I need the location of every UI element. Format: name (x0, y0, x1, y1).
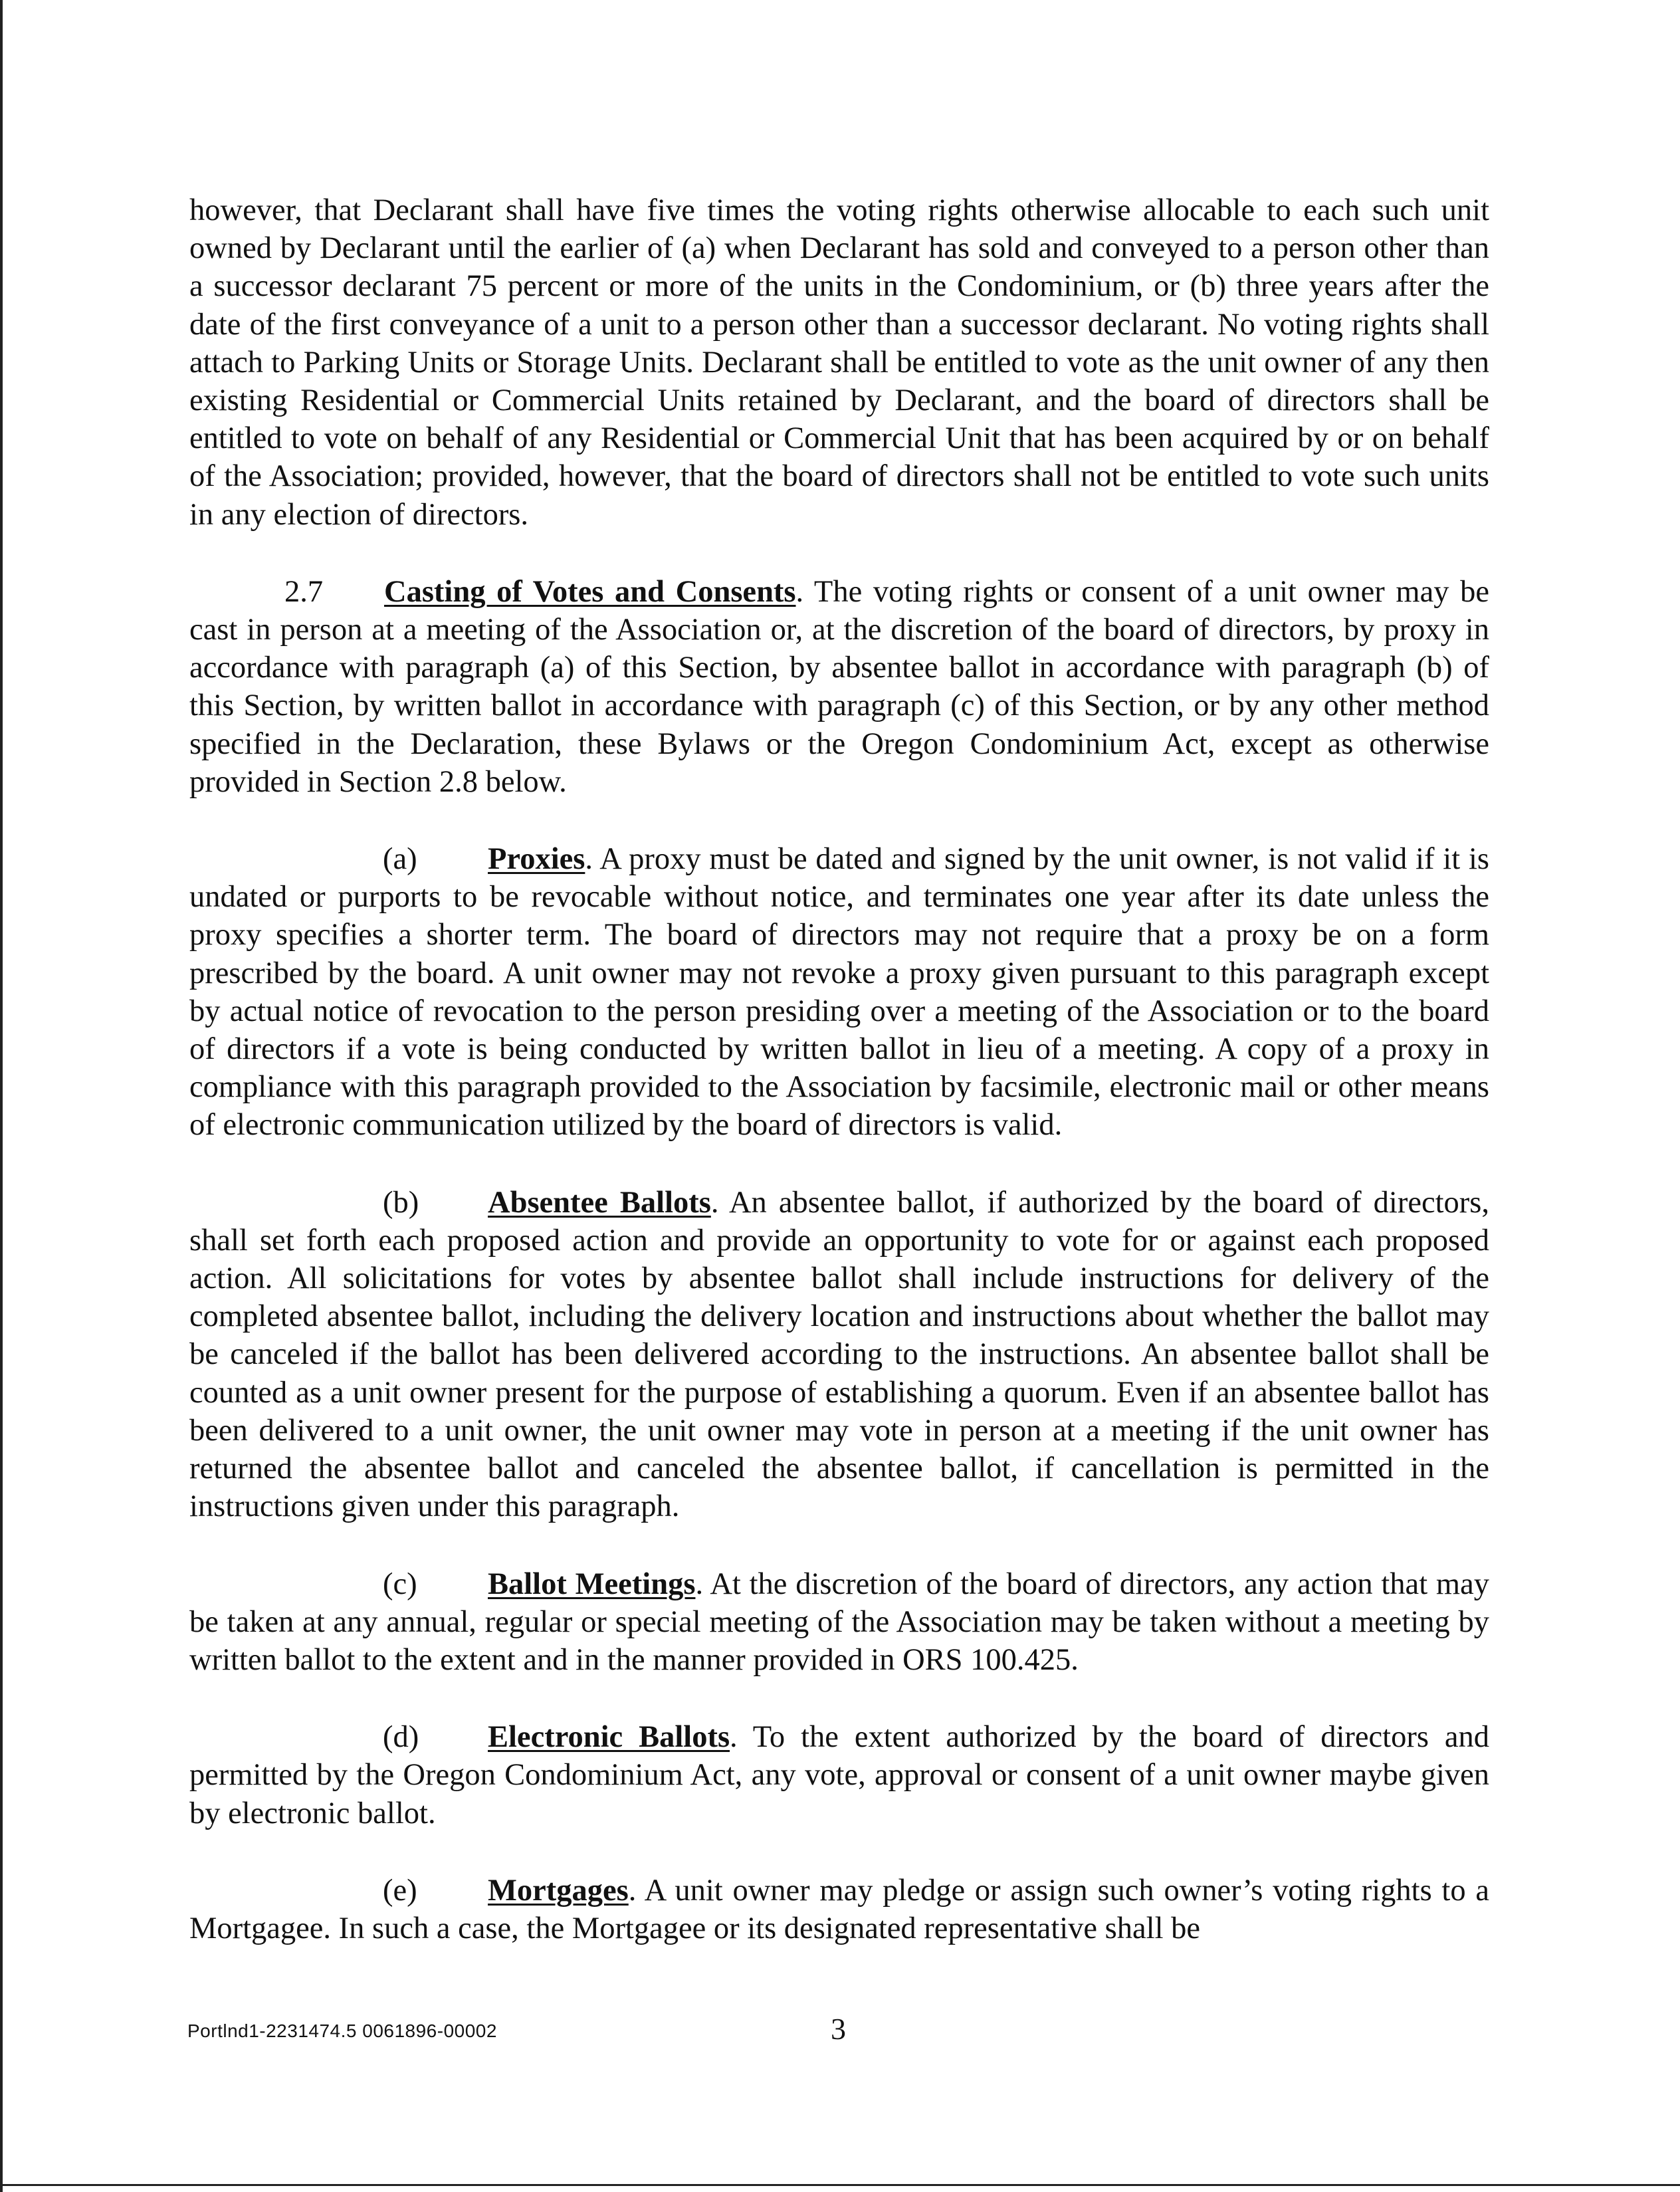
subsection-letter: (d) (383, 1720, 419, 1755)
subsection-letter: (b) (383, 1185, 419, 1220)
intro-paragraph: however, that Declarant shall have five times the voting rights otherwise allocable to each such unit owned by Declarant until the earlier of (a) when Declarant has sold and conveyed to a person other than a successor declarant 75 percent or more of the units in the Condominium, or (b) three years after the date of the first conveyance of a unit to a person other than a successor declarant. No voting rights shall attach to Parking Units or Storage Units. Declarant shall be entitled to vote as the unit owner of any then existing Residential or Commercial Units retained by Declarant, and the board of directors shall be entitled to vote on behalf of any Residential or Commercial Unit that has been acquired by or on behalf of the Association; provided, however, that the board of directors shall not be entitled to vote such units in any election of directors. (189, 193, 1489, 532)
footer-document-id: Portlnd1-2231474.5 0061896-00002 (187, 2021, 497, 2041)
section-heading: Casting of Votes and Consents (384, 574, 796, 609)
scan-edge-bottom (0, 2184, 1680, 2186)
subsection-b-paragraph (189, 1184, 1489, 1526)
subsection-text: . A proxy must be dated and signed by the unit owner, is not valid if it is undated or purports to be revocable without notice, and terminates one year after its date unless the proxy specifies a shorter term. The board of directors may not require that a proxy be on a form prescribed by the board. A unit owner may not revoke a proxy given pursuant to this paragraph except by actual notice of revocation to the person presiding over a meeting of the Association or to the board of directors if a vote is being conducted by written ballot in lieu of a meeting. A copy of a proxy in compliance with this paragraph provided to the Association by facsimile, electronic mail or other means of electronic communication utilized by the board of directors is valid. (189, 842, 1489, 1143)
subsection-text: . To the extent authorized by the board of directors and permitted by the Oregon Condominium Act, any vote, approval or consent of a unit owner maybe given by electronic ballot. (189, 1720, 1489, 1830)
section-text: . The voting rights or consent of a unit owner may be cast in person at a meeting of the Association or, at the discretion of the board of directors, by proxy in accordance with paragraph (a) of this Section, by absentee ballot in accordance with paragraph (b) of this Section, by written ballot in accordance with paragraph (c) of this Section, or by any other method specified in the Declaration, these Bylaws or the Oregon Condominium Act, except as otherwise provided in Section 2.8 below. (189, 574, 1489, 799)
scan-edge-left (0, 0, 3, 2192)
subsection-heading: Absentee Ballots (488, 1185, 711, 1220)
subsection-heading: Proxies (488, 842, 585, 877)
subsection-text: . An absentee ballot, if authorized by the board of directors, shall set forth each proposed action and provide an opportunity to vote for or against each proposed action. All solicitations for votes by absentee ballot shall include instructions for delivery of the completed absentee ballot, including the delivery location and instructions about whether the ballot may be canceled if the ballot has been delivered according to the instructions. An absentee ballot shall be counted as a unit owner present for the purpose of establishing a quorum. Even if an absentee ballot has been delivered to a unit owner, the unit owner may vote in person at a meeting if the unit owner has returned the absentee ballot and canceled the absentee ballot, if cancellation is permitted in the instructions given under this paragraph. (189, 1185, 1489, 1524)
page-number: 3 (831, 2012, 846, 2046)
subsection-heading: Electronic Ballots (488, 1720, 730, 1755)
document-body (189, 191, 1489, 1987)
subsection-letter: (e) (383, 1873, 417, 1908)
subsection-d-paragraph (189, 1718, 1489, 1832)
subsection-letter: (c) (383, 1567, 417, 1601)
subsection-c-paragraph (189, 1565, 1489, 1680)
subsection-letter: (a) (383, 842, 417, 877)
section-2-7-paragraph (189, 573, 1489, 801)
subsection-heading: Ballot Meetings (488, 1567, 696, 1601)
subsection-heading: Mortgages (488, 1873, 629, 1908)
subsection-e-paragraph (189, 1872, 1489, 1947)
subsection-text: . At the discretion of the board of directors, any action that may be taken at any annual, regular or special meeting of the Association may be taken without a meeting by written ballot to the extent and in the manner provided in ORS 100.425. (189, 1567, 1489, 1677)
section-number: 2.7 (284, 574, 324, 609)
subsection-text: . A unit owner may pledge or assign such owner’s voting rights to a Mortgagee. In such a case, the Mortgagee or its designated representative shall be (189, 1873, 1489, 1945)
subsection-a-paragraph (189, 840, 1489, 1145)
